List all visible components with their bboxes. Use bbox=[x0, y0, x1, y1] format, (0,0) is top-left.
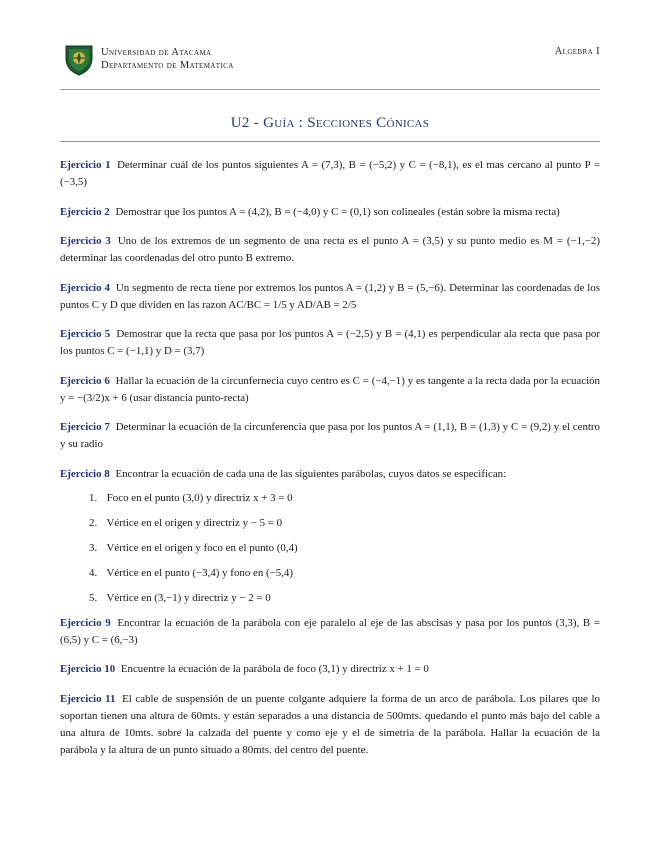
exercise-4 bbox=[60, 280, 600, 314]
exercise-5 bbox=[60, 326, 600, 360]
exercise-text: Un segmento de recta tiene por extremos los puntos A = (1,2) y B = (5,−6). Determinar las coordenadas de los puntos C y D que dividen en las razon AC/BC = 1/5 y AD/AB = 2/5 bbox=[60, 281, 600, 311]
page-header bbox=[64, 40, 600, 80]
list-item-number: 3. bbox=[89, 541, 98, 554]
exercise-text: Encuentre la ecuación de la parábola de foco (3,1) y directriz x + 1 = 0 bbox=[120, 663, 429, 675]
exercise-label: Ejercicio 9 bbox=[60, 616, 111, 629]
exercise-label: Ejercicio 3 bbox=[60, 235, 111, 247]
list-item-text: Vértice en el origen y foco en el punto (0,4) bbox=[106, 541, 298, 554]
exercise-text: Hallar la ecuación de la circunfernecia cuyo centro es C = (−4,−1) y es tangente a la recta dada por la ecuación y = −(3/2)x + 6 (usar distancia punto-recta) bbox=[60, 374, 600, 404]
exercise-label: Ejercicio 6 bbox=[60, 374, 110, 387]
department-name: Departamento de Matemática bbox=[101, 60, 234, 71]
exercise-text: Determinar cuál de los puntos siguientes A = (7,3), B = (−5,2) y C = (−8,1), es el mas cercano al punto P = (−3,5) bbox=[60, 159, 600, 188]
exercise-2 bbox=[60, 204, 600, 221]
exercise-label: Ejercicio 10 bbox=[60, 663, 116, 675]
list-item bbox=[89, 490, 600, 507]
list-item-number: 2. bbox=[89, 516, 98, 529]
list-item-number: 5. bbox=[89, 591, 98, 604]
list-item-text: Vértice en el origen y directriz y − 5 = 0 bbox=[106, 516, 283, 529]
exercise-text: Encontrar la ecuación de cada una de las siguientes parábolas, cuyos datos se especifican: bbox=[115, 467, 507, 480]
exercise-1 bbox=[60, 157, 600, 191]
course-name: Algebra I bbox=[554, 46, 600, 57]
exercise-label: Ejercicio 11 bbox=[60, 692, 116, 705]
exercise-list bbox=[60, 157, 600, 771]
list-item bbox=[89, 515, 600, 532]
exercise-text: Demostrar que la recta que pasa por los puntos A = (−2,5) y B = (4,1) es perpendicular ala recta que pasa por los puntos C = (−1,1) y D = (3,7) bbox=[60, 328, 600, 357]
title-divider bbox=[60, 141, 600, 142]
exercise-7 bbox=[60, 419, 600, 453]
list-item-text: Vértice en (3,−1) y directriz y − 2 = 0 bbox=[106, 591, 271, 604]
list-item bbox=[89, 540, 600, 557]
list-item-text: Foco en el punto (3,0) y directriz x + 3 = 0 bbox=[106, 491, 293, 504]
exercise-label: Ejercicio 4 bbox=[60, 281, 110, 294]
list-item-text: Vértice en el punto (−3,4) y fono en (−5,4) bbox=[106, 566, 294, 579]
list-item bbox=[89, 590, 600, 607]
exercise-6 bbox=[60, 373, 600, 407]
exercise-9 bbox=[60, 615, 600, 649]
exercise-11 bbox=[60, 691, 600, 759]
exercise-label: Ejercicio 5 bbox=[60, 328, 111, 340]
exercise-8-sublist bbox=[60, 490, 600, 607]
exercise-text: Encontrar la ecuación de la parábola con eje paralelo al eje de las abscisas y pasa por los puntos (3,3), B = (6,5) y C = (6,−3) bbox=[60, 616, 600, 646]
exercise-3 bbox=[60, 233, 600, 267]
list-item bbox=[89, 565, 600, 582]
list-item-number: 4. bbox=[89, 566, 98, 579]
institution-block bbox=[101, 46, 234, 72]
exercise-label: Ejercicio 7 bbox=[60, 421, 110, 433]
exercise-label: Ejercicio 2 bbox=[60, 205, 110, 218]
list-item-number: 1. bbox=[89, 491, 98, 504]
page-title: U2 - Guía : Secciones Cónicas bbox=[230, 115, 430, 131]
exercise-label: Ejercicio 8 bbox=[60, 467, 110, 480]
exercise-10 bbox=[60, 661, 600, 678]
header-divider bbox=[60, 89, 600, 90]
university-crest-logo bbox=[64, 44, 94, 76]
exercise-text: Demostrar que los puntos A = (4,2), B = (−4,0) y C = (0,1) son colineales (están sobre la misma recta) bbox=[115, 205, 560, 218]
exercise-text: El cable de suspensión de un puente colgante adquiere la forma de un arco de parábola. Los pilares que lo soportan tienen una altura de 60mts. y están separados a una distancia de 500mts. quedando el punto más bajo del cable a una altura de 10mts. sobre la calzada del puente y como eje y el de simetria de la parábola. Hallar la ecuación de la parábola y la altura de un punto situado a 80mts. del centro del puente. bbox=[60, 692, 600, 756]
exercise-text: Determinar la ecuación de la circunferencia que pasa por los puntos A = (1,1), B = (1,3) y C = (9,2) y el centro y su radio bbox=[60, 421, 600, 450]
exercise-label: Ejercicio 1 bbox=[60, 159, 111, 171]
university-name: Universidad de Atacama bbox=[101, 47, 212, 58]
exercise-text: Uno de los extremos de un segmento de una recta es el punto A = (3,5) y su punto medio es M = (−1,−2) determinar las coordenadas del otro punto B extremo. bbox=[60, 235, 601, 264]
exercise-8 bbox=[60, 466, 600, 483]
